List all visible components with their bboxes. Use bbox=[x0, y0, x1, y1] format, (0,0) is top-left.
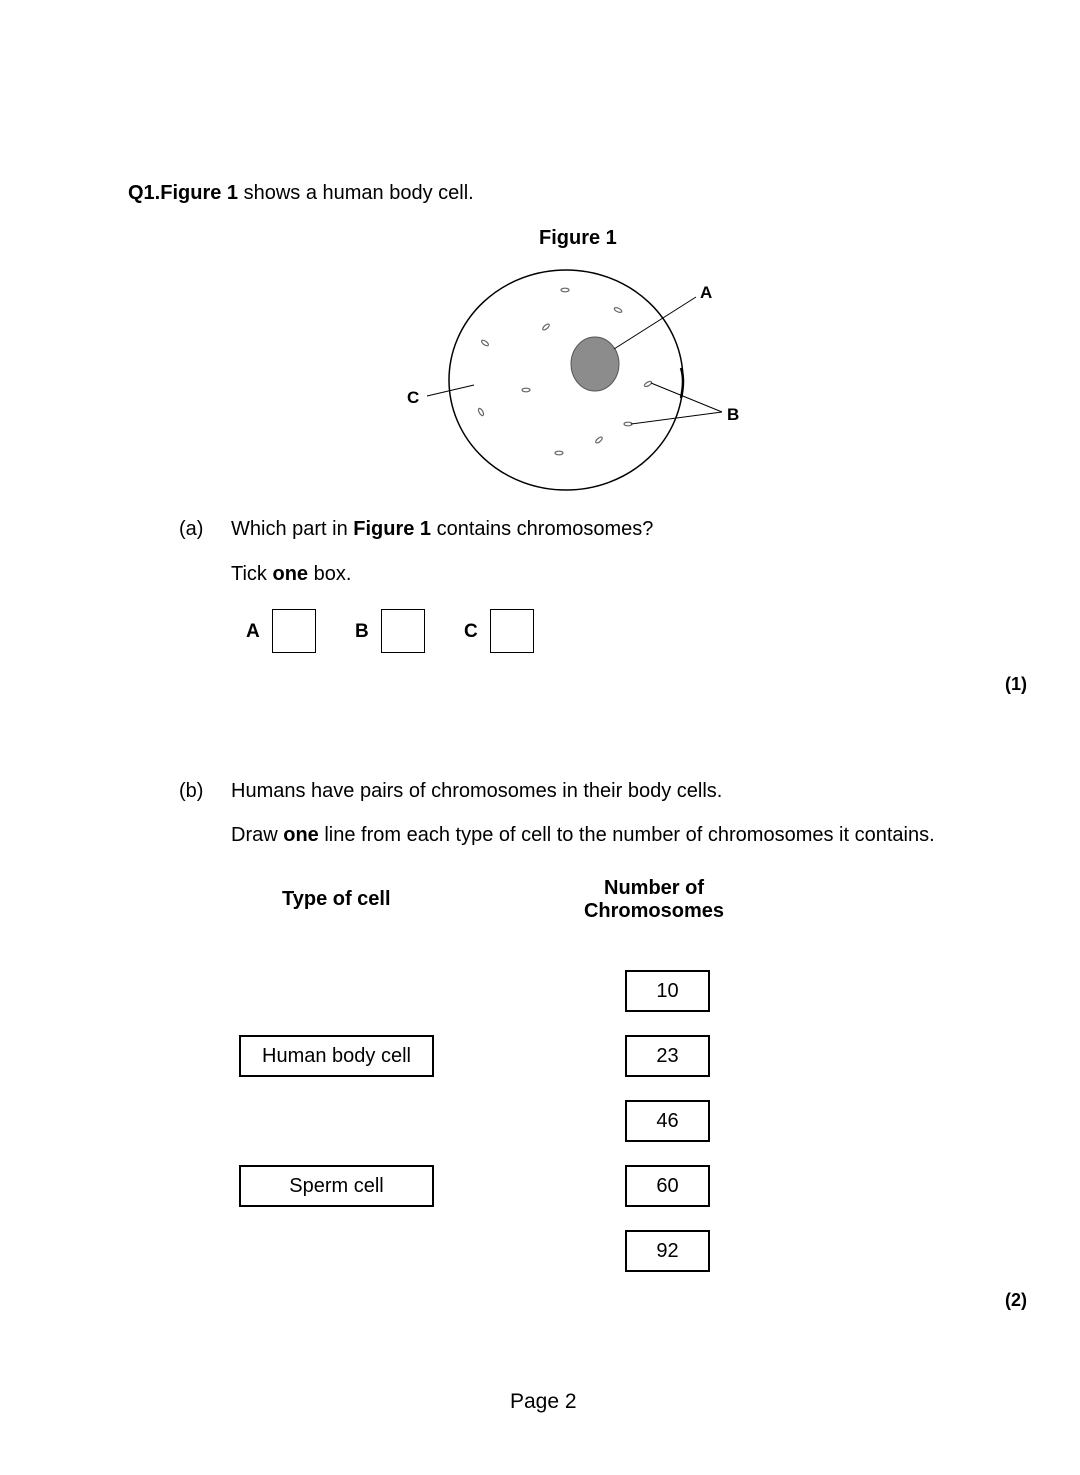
question-intro-text: shows a human body cell. bbox=[238, 182, 474, 204]
chromosome-number: 10 bbox=[656, 979, 679, 1002]
part-a-instruction bbox=[231, 562, 351, 586]
cell-type-box-human-body-cell[interactable] bbox=[239, 1035, 434, 1077]
part-a-question bbox=[231, 517, 653, 541]
cell-type-box-sperm-cell[interactable] bbox=[239, 1165, 434, 1207]
label-a: A bbox=[700, 283, 713, 302]
column-heading-type-of-cell: Type of cell bbox=[282, 888, 391, 910]
figure-reference: Figure 1 bbox=[160, 182, 239, 204]
option-b-checkbox[interactable] bbox=[381, 609, 425, 653]
question-number: Q1. bbox=[128, 182, 161, 204]
nucleus bbox=[571, 337, 619, 391]
chromosome-box-10[interactable] bbox=[625, 970, 710, 1012]
cell-diagram bbox=[0, 0, 1080, 520]
label-b: B bbox=[727, 405, 740, 424]
part-b-marks: (2) bbox=[1005, 1290, 1027, 1310]
part-a-question-bold: Figure 1 bbox=[353, 518, 432, 540]
tick-instruction-pre: Tick bbox=[231, 563, 273, 585]
chromosome-box-60[interactable] bbox=[625, 1165, 710, 1207]
cell-membrane bbox=[449, 270, 683, 490]
draw-instruction-post: line from each type of cell to the number of chromosomes it contains. bbox=[318, 824, 935, 846]
option-c-label: C bbox=[464, 621, 478, 642]
draw-instruction-bold: one bbox=[283, 824, 319, 846]
chromosome-box-23[interactable] bbox=[625, 1035, 710, 1077]
option-a-label: A bbox=[246, 621, 260, 642]
chromosome-box-92[interactable] bbox=[625, 1230, 710, 1272]
membrane-thick-segment bbox=[681, 368, 683, 398]
column-heading-line-1: Number of bbox=[604, 877, 704, 899]
part-b-instruction bbox=[231, 823, 935, 847]
part-b-label: (b) bbox=[179, 780, 204, 802]
chromosome-number: 60 bbox=[656, 1174, 679, 1197]
cell-type-label: Human body cell bbox=[262, 1044, 411, 1067]
chromosome-box-46[interactable] bbox=[625, 1100, 710, 1142]
page-number: Page 2 bbox=[510, 1390, 577, 1413]
option-b-label: B bbox=[355, 621, 369, 642]
chromosome-number: 23 bbox=[656, 1044, 679, 1067]
figure-title: Figure 1 bbox=[539, 227, 617, 249]
draw-instruction-pre: Draw bbox=[231, 824, 284, 846]
option-c-checkbox[interactable] bbox=[490, 609, 534, 653]
part-a-marks: (1) bbox=[1005, 674, 1027, 694]
tick-instruction-bold: one bbox=[272, 563, 309, 585]
cytoplasm-organelles bbox=[477, 288, 652, 455]
part-a-question-pre: Which part in bbox=[231, 518, 354, 540]
part-a-label: (a) bbox=[179, 518, 204, 540]
option-a-checkbox[interactable] bbox=[272, 609, 316, 653]
column-heading-line-2: Chromosomes bbox=[583, 900, 725, 922]
part-b-statement: Humans have pairs of chromosomes in their body cells. bbox=[231, 780, 723, 802]
column-heading-number-of-chromosomes bbox=[574, 877, 734, 923]
tick-instruction-post: box. bbox=[308, 563, 352, 585]
part-a-question-post: contains chromosomes? bbox=[431, 518, 654, 540]
cell-type-label: Sperm cell bbox=[289, 1174, 384, 1197]
label-c: C bbox=[407, 388, 420, 407]
chromosome-number: 92 bbox=[656, 1239, 679, 1262]
chromosome-number: 46 bbox=[656, 1109, 679, 1132]
